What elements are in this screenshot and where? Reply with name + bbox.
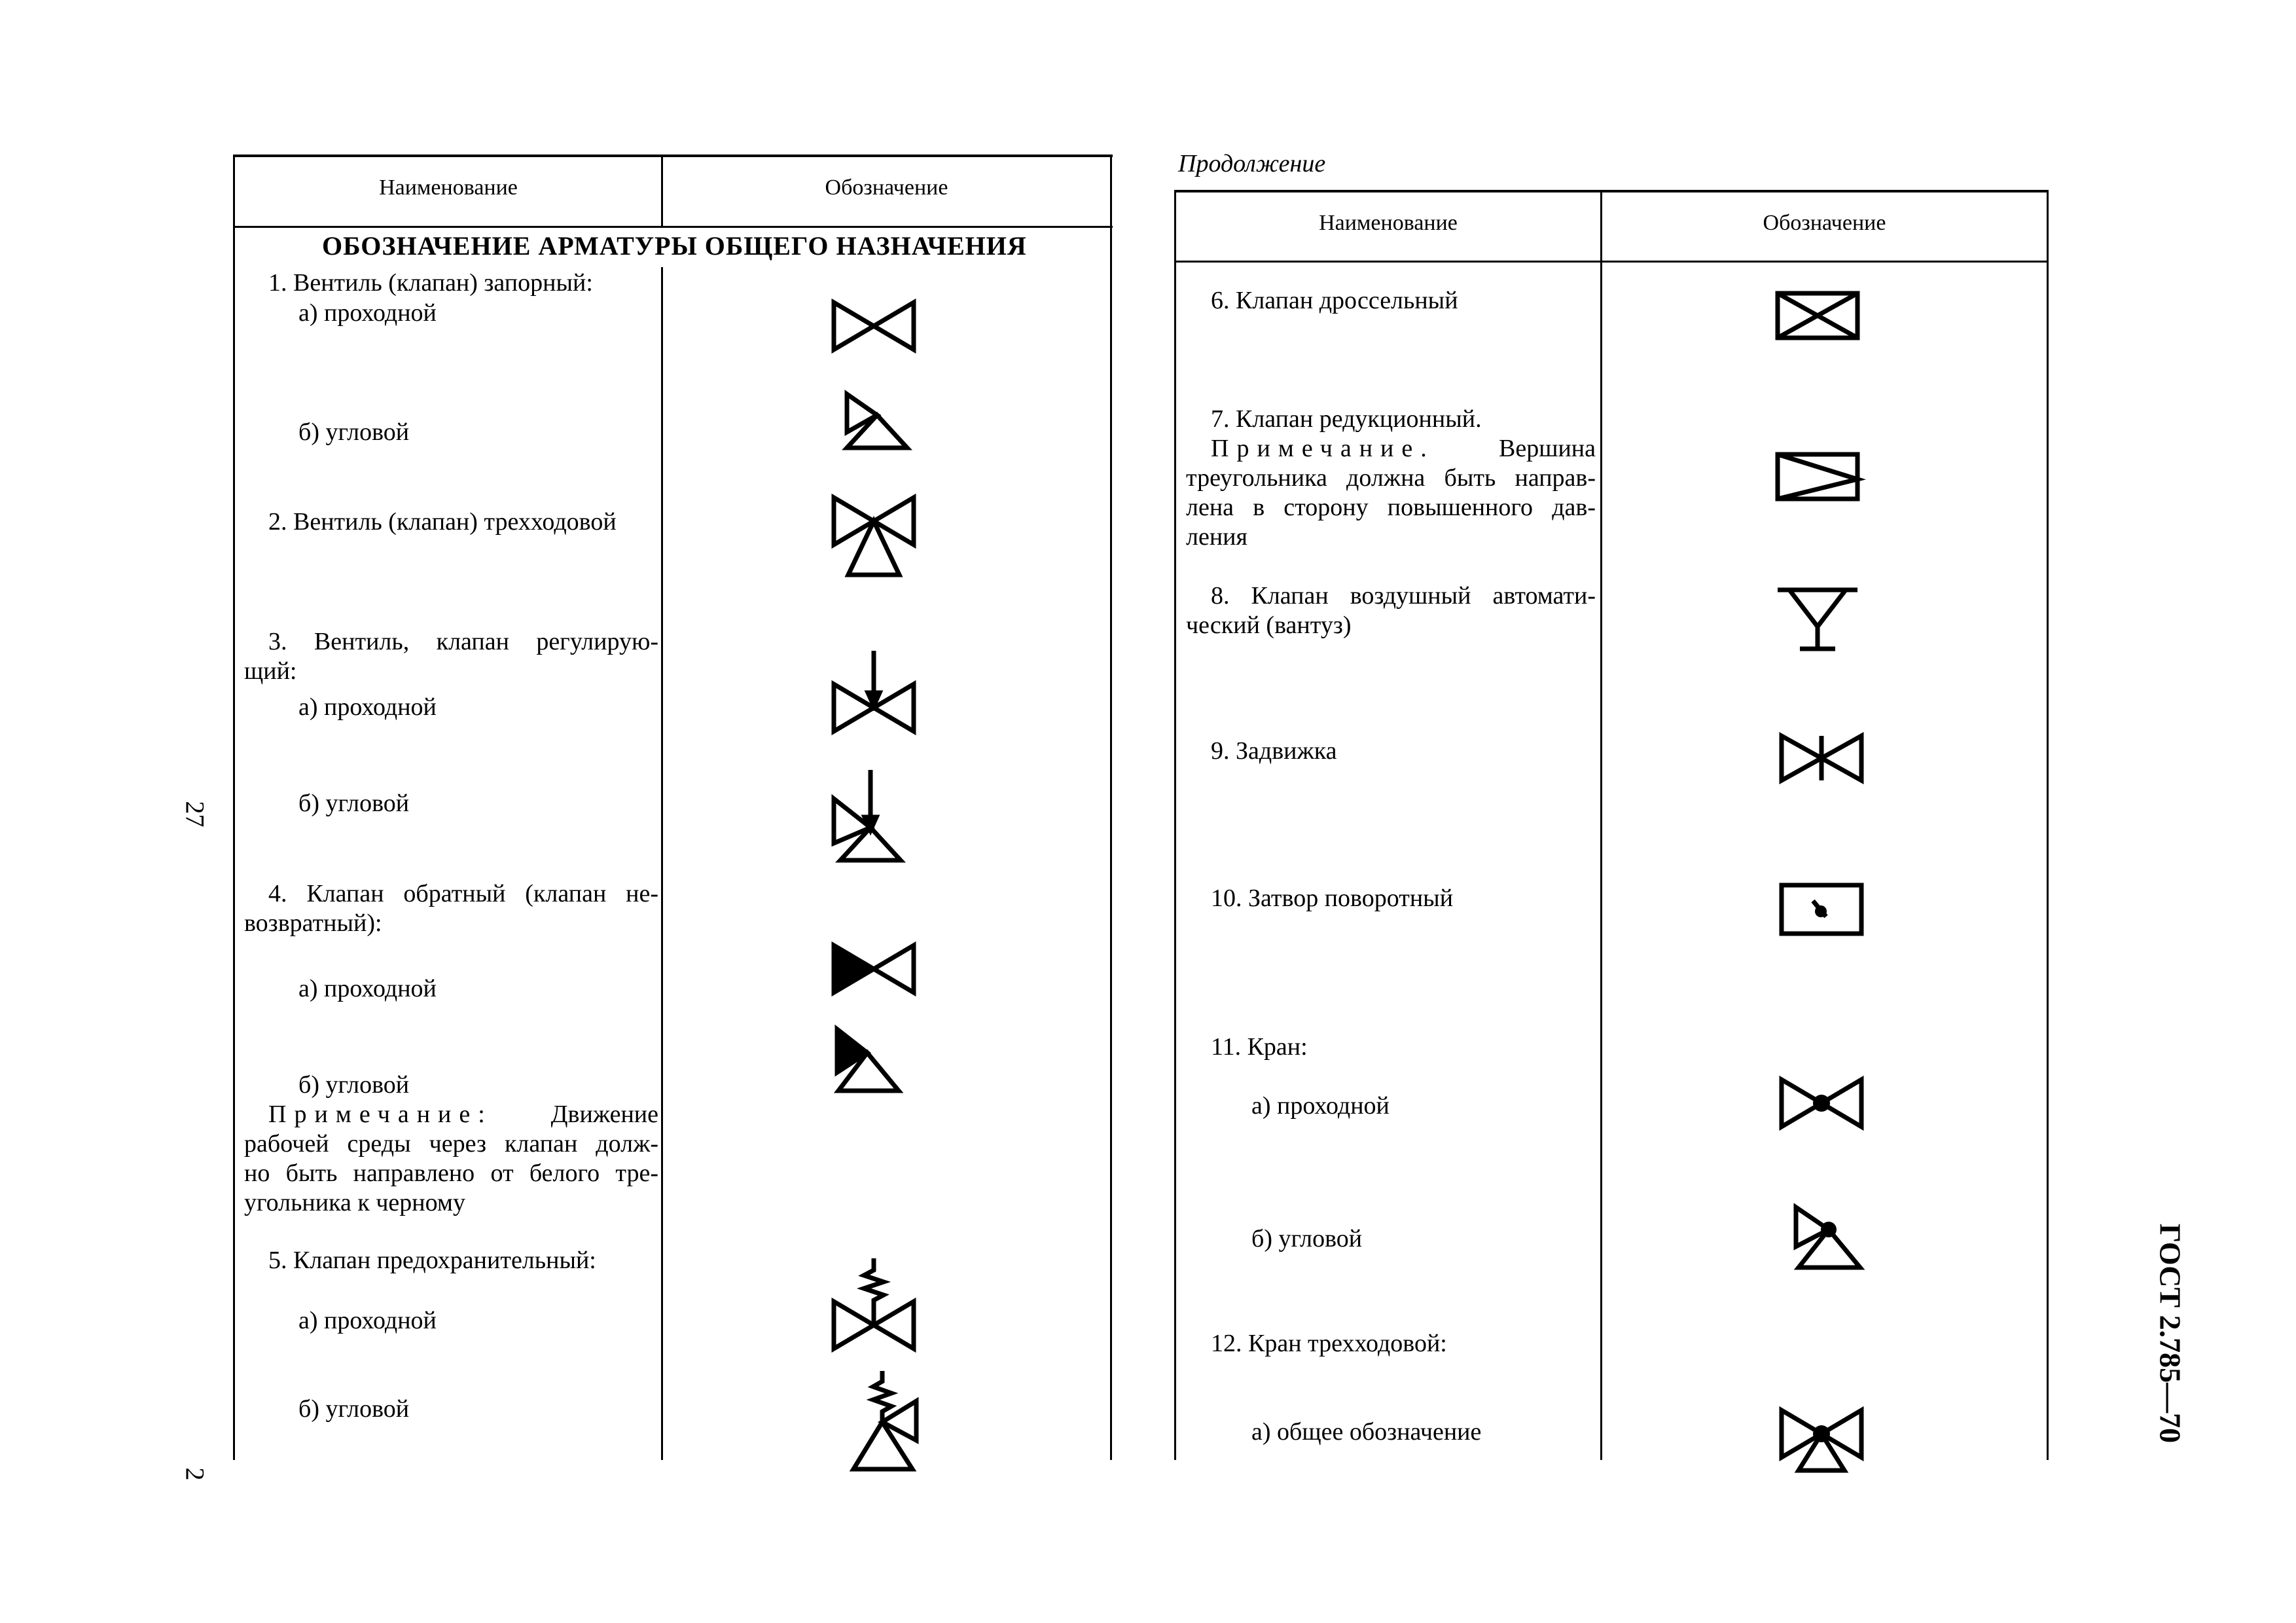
- item-3b: б) угловой: [298, 790, 410, 817]
- bottom-number: 2: [180, 1467, 210, 1481]
- table-left-border: [1174, 190, 1176, 1460]
- page-number: 27: [180, 801, 210, 828]
- standard-code: ГОСТ 2.785—70: [2153, 1223, 2187, 1444]
- three-way-cock-icon: [1779, 1408, 1864, 1467]
- item-3a: а) проходной: [298, 693, 437, 721]
- note-7-line4: ления: [1186, 523, 1247, 551]
- column-divider: [1600, 190, 1602, 1460]
- item-1b: б) угловой: [298, 418, 410, 446]
- item-3-line2: щий:: [244, 657, 297, 685]
- item-11b: б) угловой: [1251, 1225, 1363, 1252]
- item-9: 9. Задвижка: [1211, 737, 1337, 765]
- table-left-border: [233, 155, 235, 1460]
- table-right-border: [1110, 155, 1112, 1460]
- valve-regulating-angle-icon: [831, 767, 906, 864]
- air-vent-valve-icon: [1775, 586, 1860, 653]
- item-8: 8. Клапан воздушный автомати-: [1211, 582, 1596, 610]
- item-4-line2: возвратный):: [244, 909, 382, 937]
- item-10: 10. Затвор поворотный: [1211, 884, 1454, 912]
- item-5a: а) проходной: [298, 1307, 437, 1334]
- item-1a: а) проходной: [298, 299, 437, 327]
- gate-valve-icon: [1779, 733, 1864, 783]
- item-4a: а) проходной: [298, 975, 437, 1002]
- note-7-line2: треугольника должна быть направ-: [1186, 464, 1596, 492]
- note-4-line2: рабочей среды через клапан долж-: [244, 1130, 658, 1158]
- item-4: 4. Клапан обратный (клапан не-: [268, 880, 658, 907]
- table-top-border: [233, 155, 1113, 157]
- valve-three-way-icon: [831, 495, 916, 580]
- note-7-line3: лена в сторону повышенного дав-: [1186, 494, 1596, 521]
- note-4-line4: угольника к черному: [244, 1189, 465, 1216]
- item-3: 3. Вентиль, клапан регулирую-: [268, 628, 658, 655]
- table-top-border: [1174, 190, 2049, 192]
- note-4-line1: Примечание: Движение: [268, 1101, 658, 1128]
- cock-straight-icon: [1779, 1077, 1864, 1129]
- valve-shutoff-angle-icon: [844, 392, 916, 452]
- column-header-name: Наименование: [1319, 211, 1458, 235]
- note-7-line1: Примечание. Вершина: [1211, 435, 1596, 462]
- column-header-designation: Обозначение: [1763, 211, 1886, 235]
- column-header-designation: Обозначение: [825, 175, 948, 200]
- item-7: 7. Клапан редукционный.: [1211, 405, 1482, 433]
- item-11: 11. Кран:: [1211, 1033, 1308, 1061]
- item-4b: б) угловой: [298, 1071, 410, 1099]
- table-right-border: [2047, 190, 2049, 1460]
- safety-valve-straight-icon: [831, 1256, 916, 1354]
- section-title: ОБОЗНАЧЕНИЕ АРМАТУРЫ ОБЩЕГО НАЗНАЧЕНИЯ: [322, 231, 1027, 261]
- butterfly-valve-icon: [1779, 883, 1864, 936]
- column-header-name: Наименование: [379, 175, 518, 200]
- cock-angle-icon: [1793, 1205, 1865, 1271]
- check-valve-angle-icon: [834, 1027, 906, 1095]
- note-4-line3: но быть направлено от белого тре-: [244, 1159, 658, 1187]
- reducing-valve-icon: [1775, 452, 1860, 501]
- item-5: 5. Клапан предохранительный:: [268, 1247, 596, 1274]
- table-header-divider: [233, 226, 1113, 228]
- item-1: 1. Вентиль (клапан) запорный:: [268, 269, 593, 297]
- table-header-divider: [1174, 261, 2049, 263]
- item-12a: а) общее обозначение: [1251, 1418, 1482, 1446]
- column-divider: [661, 267, 663, 1460]
- throttle-valve-icon: [1775, 291, 1860, 340]
- item-11a: а) проходной: [1251, 1092, 1390, 1120]
- valve-regulating-straight-icon: [831, 648, 916, 737]
- safety-valve-angle-icon: [851, 1368, 923, 1473]
- valve-shutoff-straight-icon: [831, 300, 916, 352]
- item-5b: б) угловой: [298, 1395, 410, 1423]
- item-8-line2: ческий (вантуз): [1186, 611, 1352, 639]
- item-12: 12. Кран трехходовой:: [1211, 1330, 1447, 1357]
- continuation-label: Продолжение: [1178, 150, 1326, 177]
- item-2: 2. Вентиль (клапан) трехходовой: [268, 508, 617, 536]
- check-valve-straight-icon: [831, 943, 916, 995]
- item-6: 6. Клапан дроссельный: [1211, 287, 1458, 314]
